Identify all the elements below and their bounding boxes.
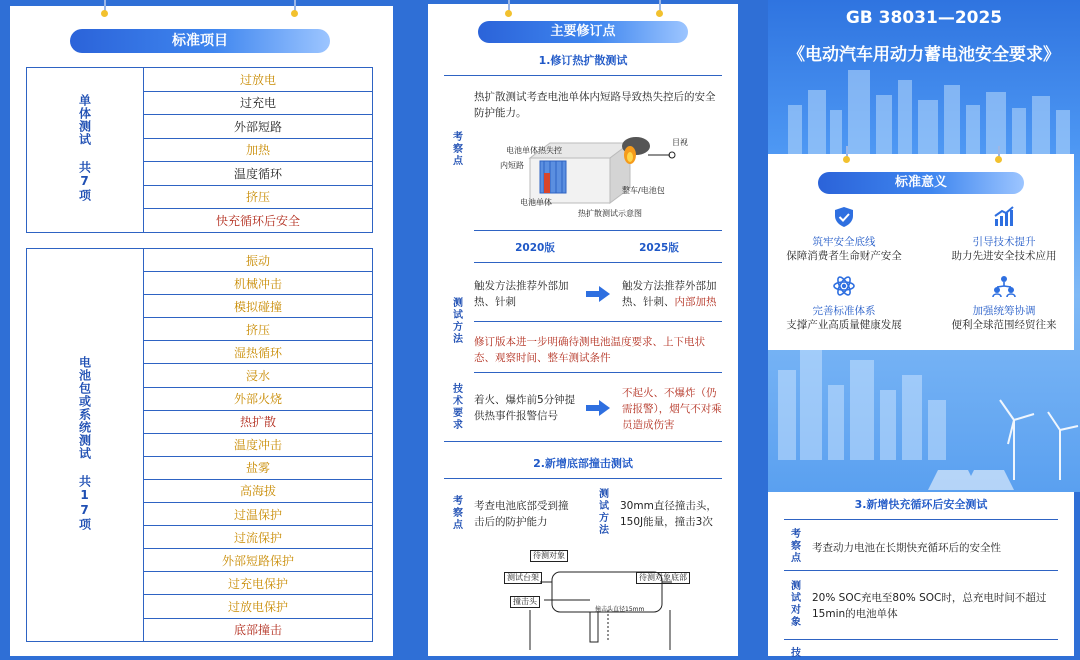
requirement-2020-text: 着火、爆炸前5分钟提供热事件报警信号 [474,394,576,422]
divider [784,639,1058,640]
examine-point-label: 考察点 [791,529,801,564]
test-item-cell: 过放电 [144,68,373,92]
test-item-cell: 过温保护 [144,503,373,526]
test-item-cell: 外部短路 [144,115,373,139]
meaning-desc: 便利全球范围经贸往来 [951,319,1057,331]
divider [444,441,722,442]
test-item-cell: 温度冲击 [144,433,373,456]
divider [444,75,722,76]
divider [444,478,722,479]
diagram-label-cell: 电池单体 [520,198,552,207]
examine-point-label: 考察点 [453,132,463,167]
group-label: 单体测试 共7项 [77,94,92,203]
divider [474,230,722,231]
hanger-dot [101,10,108,17]
meaning-title: 完善标准体系 [812,305,876,317]
people-network-icon [992,274,1016,298]
section-1-examine-text: 热扩散测试考查电池单体内短路导致热失控后的安全防护能力。 [474,91,716,119]
diagram-label-stand: 测试台架 [504,572,542,584]
single-cell-tests-table [26,67,373,233]
test-item-cell: 盐雾 [144,456,373,479]
meaning-desc: 支撑产业高质量健康发展 [786,319,902,331]
diagram-label-short: 内短路 [500,161,524,170]
group-label-cell [27,249,144,642]
test-item-cell: 振动 [144,249,373,272]
method-revision-note: 修订版本进一步明确待测电池温度要求、上下电状态、观察时间、整车测试条件 [474,336,705,364]
group-label: 电池包或系统测试 共17项 [77,355,92,531]
hanger-dot [505,10,512,17]
test-item-cell: 湿热循环 [144,341,373,364]
tech-requirement-label-partial: 技 [791,648,801,659]
meaning-title: 引导技术提升 [972,236,1036,248]
test-item-cell: 挤压 [144,318,373,341]
diagram-caption: 热扩散测试示意图 [578,209,642,218]
version-2025-header: 2025版 [639,242,679,254]
test-item-cell: 热扩散 [144,410,373,433]
requirement-2025-text: 不起火、不爆炸（仍需报警），烟气不对乘员造成伤害 [622,387,722,431]
hanger-dot [995,156,1002,163]
divider [474,321,722,322]
test-item-cell: 外部火烧 [144,387,373,410]
section-3-examine-text: 考查动力电池在长期快充循环后的安全性 [812,542,1001,554]
atom-icon [832,274,856,298]
shield-check-icon [832,205,856,229]
test-item-cell: 外部短路保护 [144,549,373,572]
meaning-desc: 助力先进安全技术应用 [951,250,1057,262]
method-2020-text: 触发方法推荐外部加热、针刺 [474,280,569,308]
section-1-heading: 1.修订热扩散测试 [538,54,628,67]
section-3-heading: 3.新增快充循环后安全测试 [854,498,988,511]
test-method-label: 测试方法 [453,298,463,345]
test-item-cell: 模拟碰撞 [144,295,373,318]
arrow-right-icon [586,286,610,302]
divider [784,519,1058,520]
test-method-label: 测试方法 [599,489,609,536]
standard-name: 《电动汽车用动力蓄电池安全要求》 [788,45,1060,65]
table-row [27,68,373,92]
meaning-desc: 保障消费者生命财产安全 [786,250,902,262]
section-3-object-text: 20% SOC充电至80% SOC时，总充电时间不超过15min的电池单体 [812,592,1047,620]
main-revisions-title: 主要修订点 [478,21,688,43]
diagram-label-eye: 目视 [672,138,688,147]
pack-system-tests-table [26,248,373,642]
arrow-right-icon [586,400,610,416]
divider [474,372,722,373]
diagram-label-runaway: 电池单体热失控 [506,146,562,155]
hanger-dot [291,10,298,17]
diagram-label-pack: 整车/电池包 [622,186,665,195]
standard-code: GB 38031—2025 [845,8,1003,28]
table-row [27,249,373,272]
standard-meaning-title: 标准意义 [818,172,1024,194]
test-item-cell: 挤压 [144,185,373,209]
method-2025-highlight: 内部加热 [674,296,717,308]
section-2-examine-text: 考查电池底部受到撞击后的防护能力 [474,500,569,528]
test-item-cell: 温度循环 [144,162,373,186]
test-item-cell: 过放电保护 [144,595,373,618]
method-2025-plain: 触发方法推荐外部加热、针刺、 [622,280,717,308]
test-item-cell: 过流保护 [144,526,373,549]
test-item-cell: 浸水 [144,364,373,387]
fast-charge-panel [768,492,1074,656]
method-2025-text [622,278,726,310]
test-object-label: 测试对象 [791,581,801,628]
standard-items-title: 标准项目 [70,29,330,53]
tech-requirement-label: 技术要求 [453,384,463,431]
test-item-cell: 底部撞击 [144,618,373,641]
hanger-dot [843,156,850,163]
test-item-cell: 加热 [144,138,373,162]
hanger-dot [656,10,663,17]
meaning-title: 加强统筹协调 [972,305,1036,317]
test-item-cell: 高海拔 [144,479,373,502]
diagram-label-object: 待测对象 [530,550,568,562]
test-item-cell: 过充电保护 [144,572,373,595]
test-item-cell: 快充循环后安全 [144,209,373,233]
divider [474,262,722,263]
examine-point-label: 考察点 [453,496,463,531]
diagram-label-diameter: 撞击头直径15mm [595,606,645,613]
divider [784,570,1058,571]
diagram-label-head: 撞击头 [510,596,540,608]
meaning-title: 筑牢安全底线 [812,236,876,248]
section-2-heading: 2.新增底部撞击测试 [533,457,633,470]
growth-chart-icon [992,205,1016,229]
diagram-label-bottom: 待测对象底部 [636,572,690,584]
group-label-cell [27,68,144,233]
version-2020-header: 2020版 [515,242,555,254]
test-item-cell: 过充电 [144,91,373,115]
test-item-cell: 机械冲击 [144,272,373,295]
section-2-method-text: 30mm直径撞击头，150J能量，撞击3次 [620,500,717,528]
